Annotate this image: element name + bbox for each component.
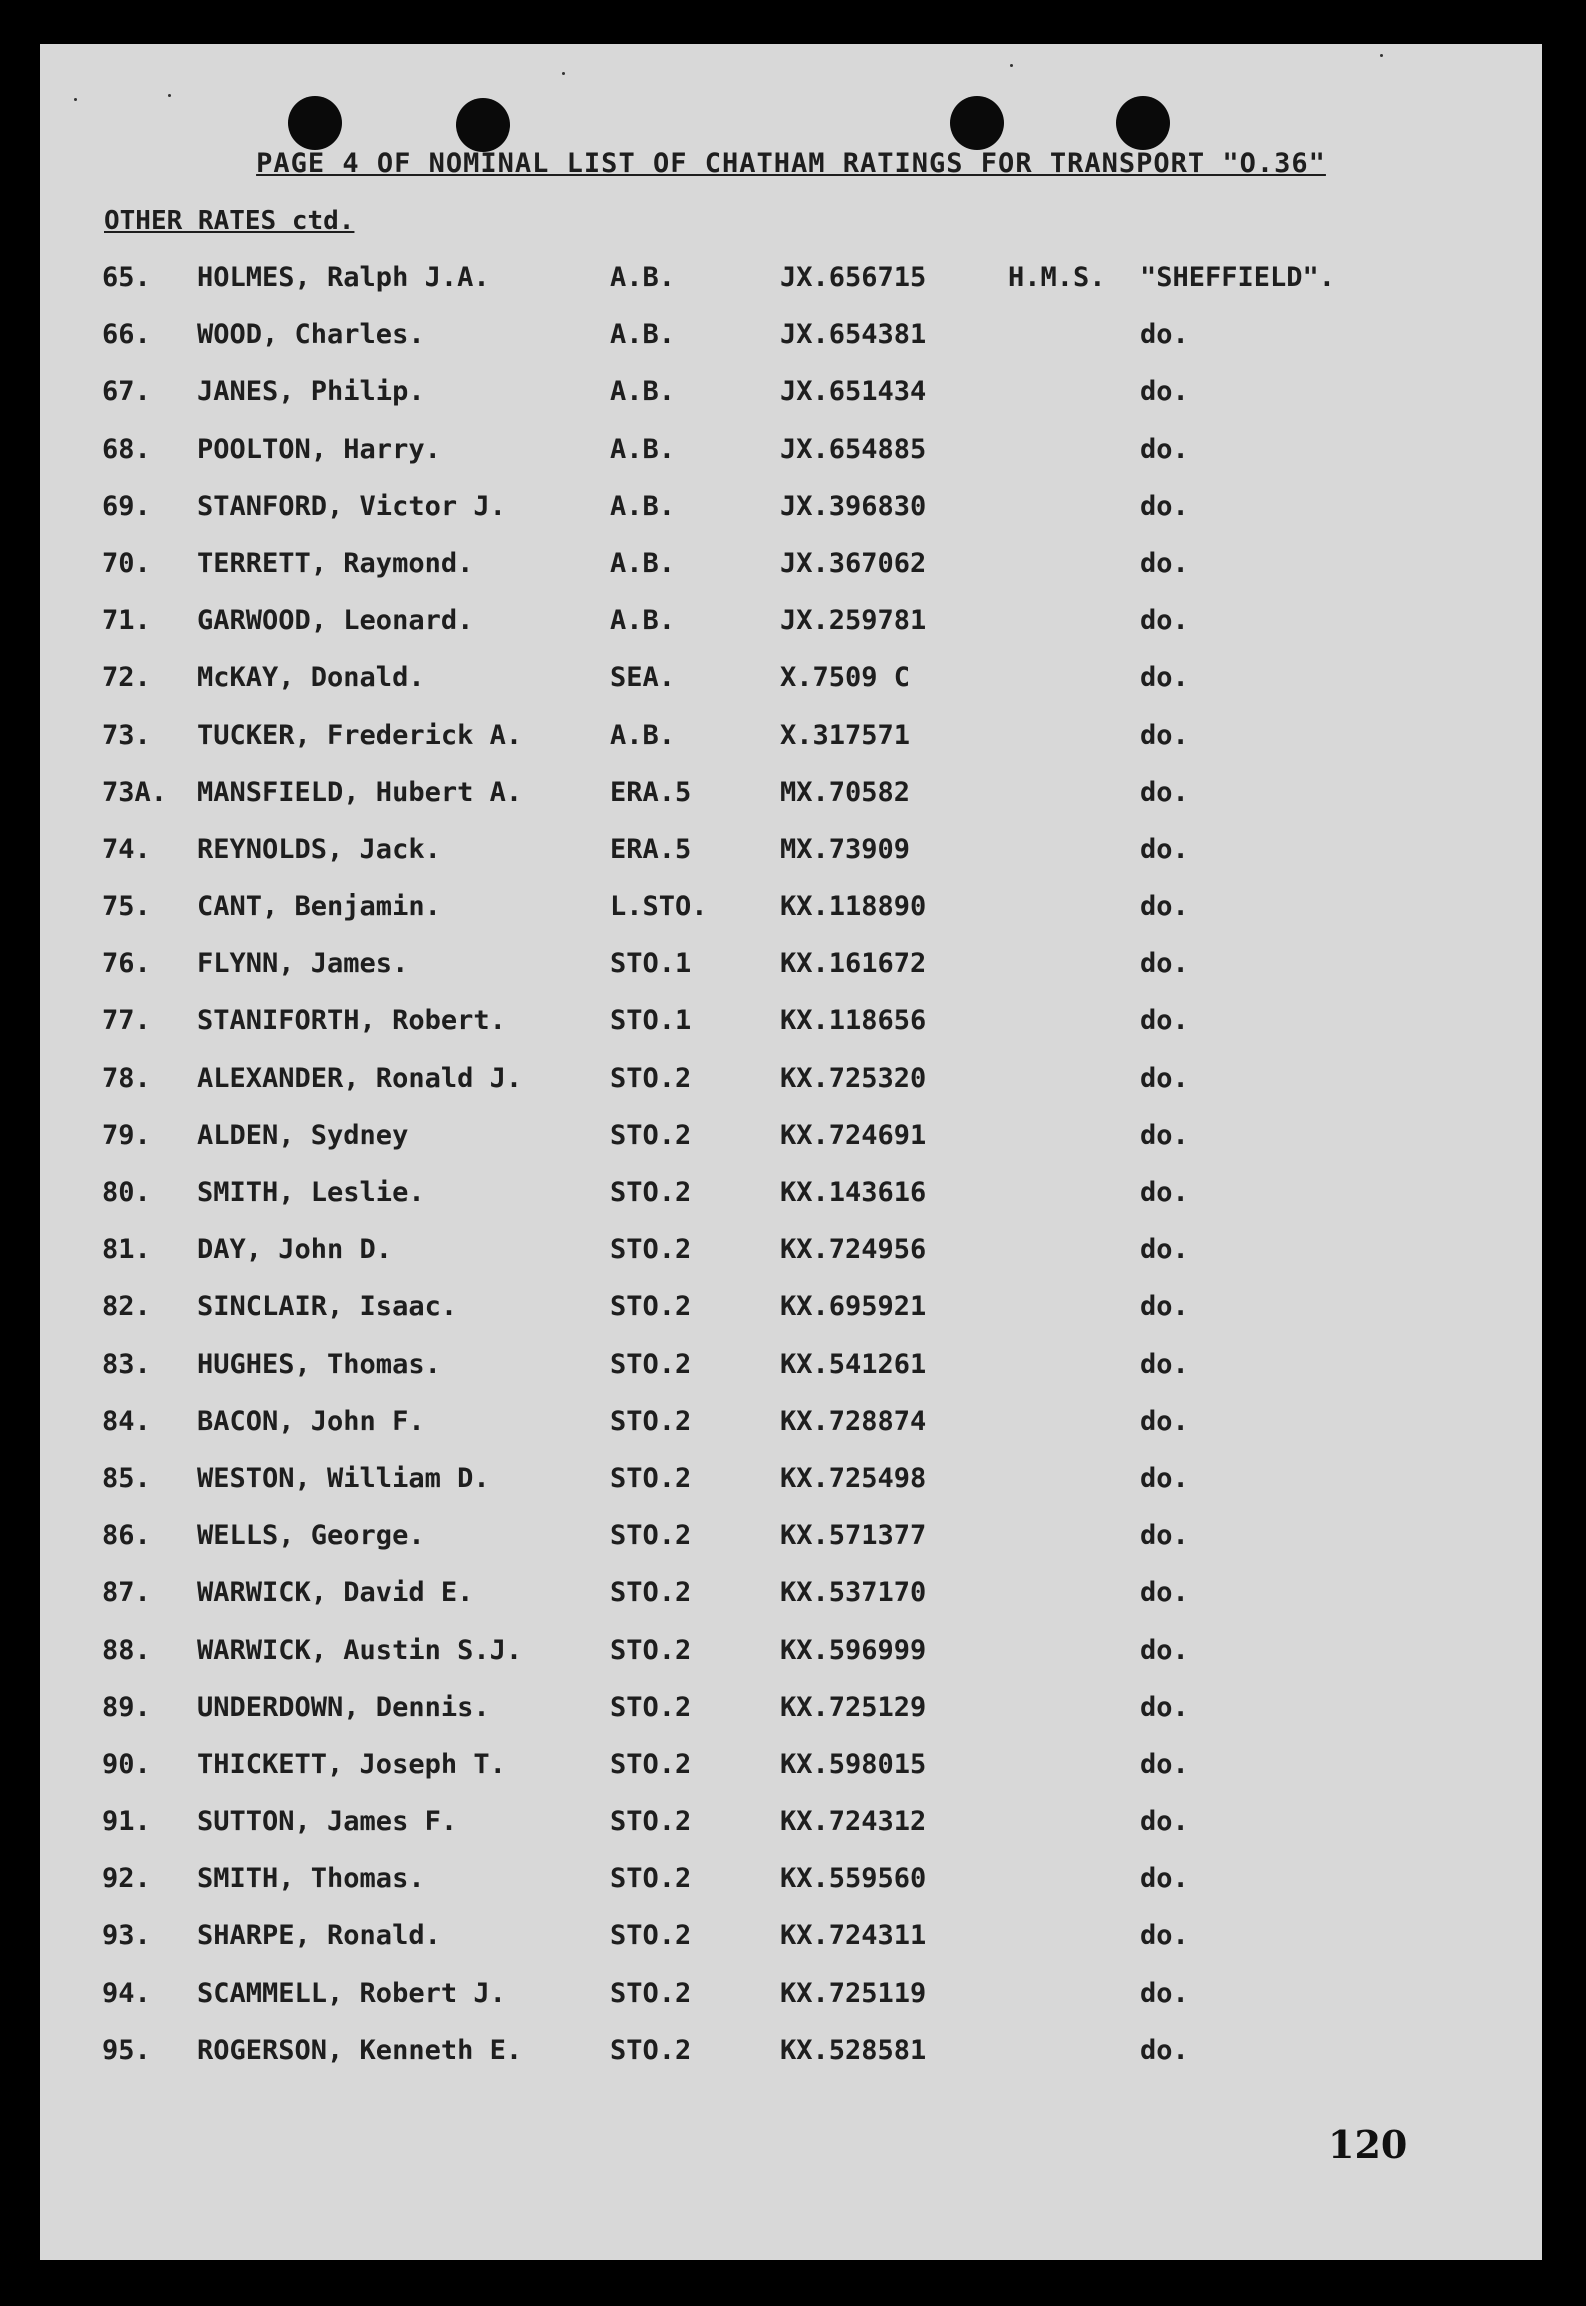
rating-name: SMITH, Thomas. — [197, 1863, 425, 1895]
rating-name: SCAMMELL, Robert J. — [197, 1977, 506, 2009]
destination: do. — [1140, 1577, 1189, 1609]
official-number: KX.724691 — [780, 1119, 927, 1151]
rating-rate: A.B. — [610, 719, 676, 751]
official-number: KX.528581 — [780, 2034, 927, 2066]
list-row — [40, 1005, 1542, 1062]
list-row — [40, 1177, 1542, 1234]
list-row — [40, 548, 1542, 605]
entry-number: 80. — [102, 1177, 151, 1208]
official-number: JX.396830 — [780, 490, 927, 522]
entry-number: 84. — [102, 1405, 151, 1437]
entry-number: 79. — [102, 1119, 151, 1151]
entry-number: 90. — [102, 1748, 151, 1780]
entry-number: 83. — [102, 1348, 151, 1380]
list-row — [40, 662, 1542, 719]
ratings-list — [40, 262, 1542, 2092]
list-row — [40, 434, 1542, 491]
rating-name: JANES, Philip. — [197, 376, 425, 408]
list-row — [40, 1920, 1542, 1977]
official-number: KX.695921 — [780, 1291, 927, 1323]
destination: do. — [1140, 891, 1189, 923]
rating-name: McKAY, Donald. — [197, 662, 425, 694]
list-row — [40, 491, 1542, 548]
rating-rate: STO.2 — [610, 1577, 692, 1609]
entry-number: 73. — [102, 719, 151, 751]
official-number: X.7509 C — [780, 662, 911, 694]
rating-name: WOOD, Charles. — [197, 319, 425, 351]
destination: "SHEFFIELD". — [1140, 262, 1336, 293]
destination: do. — [1140, 1177, 1189, 1208]
destination: do. — [1140, 1920, 1189, 1952]
entry-number: 92. — [102, 1863, 151, 1895]
official-number: MX.70582 — [780, 776, 911, 808]
entry-number: 81. — [102, 1234, 151, 1266]
official-number: JX.654381 — [780, 319, 927, 351]
ship-prefix: H.M.S. — [1008, 262, 1106, 293]
destination: do. — [1140, 1348, 1189, 1380]
rating-rate: STO.2 — [610, 1462, 692, 1494]
rating-rate: STO.1 — [610, 948, 692, 980]
entry-number: 95. — [102, 2034, 151, 2066]
list-row — [40, 1520, 1542, 1577]
rating-rate: ERA.5 — [610, 776, 692, 808]
rating-rate: A.B. — [610, 376, 676, 408]
rating-rate: SEA. — [610, 662, 676, 694]
rating-rate: STO.2 — [610, 1977, 692, 2009]
rating-name: THICKETT, Joseph T. — [197, 1748, 506, 1780]
official-number: KX.559560 — [780, 1863, 927, 1895]
entry-number: 67. — [102, 376, 151, 408]
rating-name: MANSFIELD, Hubert A. — [197, 776, 523, 808]
destination: do. — [1140, 605, 1189, 637]
entry-number: 69. — [102, 490, 151, 522]
entry-number: 73A. — [102, 776, 168, 808]
page-number: 120 — [1328, 2122, 1408, 2167]
entry-number: 94. — [102, 1977, 151, 2009]
destination: do. — [1140, 1634, 1189, 1666]
rating-rate: STO.2 — [610, 1177, 692, 1208]
rating-name: ALDEN, Sydney — [197, 1119, 409, 1151]
rating-rate: STO.2 — [610, 1291, 692, 1323]
entry-number: 72. — [102, 662, 151, 694]
destination: do. — [1140, 719, 1189, 751]
list-row — [40, 1063, 1542, 1120]
official-number: KX.118890 — [780, 891, 927, 923]
list-row — [40, 1749, 1542, 1806]
rating-rate: STO.2 — [610, 1634, 692, 1666]
rating-name: SHARPE, Ronald. — [197, 1920, 441, 1952]
rating-name: WARWICK, Austin S.J. — [197, 1634, 523, 1666]
rating-name: WESTON, William D. — [197, 1462, 490, 1494]
rating-name: REYNOLDS, Jack. — [197, 833, 441, 865]
list-row — [40, 891, 1542, 948]
rating-rate: A.B. — [610, 262, 676, 293]
list-row — [40, 1635, 1542, 1692]
rating-name: TERRETT, Raymond. — [197, 547, 474, 579]
destination: do. — [1140, 948, 1189, 980]
rating-name: ROGERSON, Kenneth E. — [197, 2034, 523, 2066]
rating-name: HUGHES, Thomas. — [197, 1348, 441, 1380]
speck — [1010, 64, 1013, 67]
entry-number: 87. — [102, 1577, 151, 1609]
entry-number: 75. — [102, 891, 151, 923]
rating-name: STANIFORTH, Robert. — [197, 1005, 506, 1037]
document-page — [40, 44, 1542, 2260]
entry-number: 93. — [102, 1920, 151, 1952]
entry-number: 65. — [102, 262, 151, 293]
punch-hole — [950, 96, 1004, 150]
official-number: KX.724312 — [780, 1806, 927, 1838]
official-number: MX.73909 — [780, 833, 911, 865]
entry-number: 76. — [102, 948, 151, 980]
rating-name: ALEXANDER, Ronald J. — [197, 1062, 523, 1094]
entry-number: 77. — [102, 1005, 151, 1037]
official-number: KX.725129 — [780, 1691, 927, 1723]
destination: do. — [1140, 1119, 1189, 1151]
speck — [1380, 54, 1383, 57]
official-number: KX.537170 — [780, 1577, 927, 1609]
destination: do. — [1140, 1748, 1189, 1780]
destination: do. — [1140, 1234, 1189, 1266]
rating-name: TUCKER, Frederick A. — [197, 719, 523, 751]
official-number: JX.367062 — [780, 547, 927, 579]
rating-rate: A.B. — [610, 605, 676, 637]
official-number: KX.596999 — [780, 1634, 927, 1666]
destination: do. — [1140, 1691, 1189, 1723]
destination: do. — [1140, 1462, 1189, 1494]
official-number: KX.118656 — [780, 1005, 927, 1037]
rating-name: WELLS, George. — [197, 1520, 425, 1552]
rating-name: SMITH, Leslie. — [197, 1177, 425, 1208]
destination: do. — [1140, 1977, 1189, 2009]
destination: do. — [1140, 319, 1189, 351]
rating-name: BACON, John F. — [197, 1405, 425, 1437]
official-number: KX.161672 — [780, 948, 927, 980]
list-row — [40, 720, 1542, 777]
list-row — [40, 1406, 1542, 1463]
destination: do. — [1140, 833, 1189, 865]
official-number: X.317571 — [780, 719, 911, 751]
entry-number: 91. — [102, 1806, 151, 1838]
list-row — [40, 376, 1542, 433]
rating-rate: STO.2 — [610, 1405, 692, 1437]
list-row — [40, 605, 1542, 662]
destination: do. — [1140, 1062, 1189, 1094]
destination: do. — [1140, 776, 1189, 808]
rating-rate: A.B. — [610, 490, 676, 522]
official-number: JX.654885 — [780, 433, 927, 465]
rating-name: STANFORD, Victor J. — [197, 490, 506, 522]
official-number: KX.725119 — [780, 1977, 927, 2009]
rating-rate: A.B. — [610, 547, 676, 579]
list-row — [40, 777, 1542, 834]
list-row — [40, 834, 1542, 891]
rating-rate: A.B. — [610, 319, 676, 351]
official-number: JX.651434 — [780, 376, 927, 408]
official-number: KX.724311 — [780, 1920, 927, 1952]
list-row — [40, 1349, 1542, 1406]
rating-name: UNDERDOWN, Dennis. — [197, 1691, 490, 1723]
rating-rate: STO.2 — [610, 1062, 692, 1094]
list-row — [40, 1234, 1542, 1291]
list-row — [40, 319, 1542, 376]
destination: do. — [1140, 490, 1189, 522]
document-title: PAGE 4 OF NOMINAL LIST OF CHATHAM RATINGS FOR TRANSPORT "O.36" — [256, 148, 1326, 179]
list-row — [40, 1577, 1542, 1634]
rating-rate: STO.1 — [610, 1005, 692, 1037]
rating-rate: STO.2 — [610, 1348, 692, 1380]
speck — [562, 72, 565, 75]
rating-rate: STO.2 — [610, 1748, 692, 1780]
official-number: JX.259781 — [780, 605, 927, 637]
rating-name: SINCLAIR, Isaac. — [197, 1291, 458, 1323]
entry-number: 89. — [102, 1691, 151, 1723]
list-row — [40, 1692, 1542, 1749]
list-row — [40, 2035, 1542, 2092]
official-number: KX.143616 — [780, 1177, 927, 1208]
destination: do. — [1140, 2034, 1189, 2066]
destination: do. — [1140, 1005, 1189, 1037]
rating-name: FLYNN, James. — [197, 948, 409, 980]
entry-number: 82. — [102, 1291, 151, 1323]
punch-hole — [1116, 96, 1170, 150]
list-row — [40, 1120, 1542, 1177]
official-number: KX.728874 — [780, 1405, 927, 1437]
official-number: KX.724956 — [780, 1234, 927, 1266]
rating-name: CANT, Benjamin. — [197, 891, 441, 923]
official-number: KX.725498 — [780, 1462, 927, 1494]
list-row — [40, 948, 1542, 1005]
destination: do. — [1140, 1863, 1189, 1895]
destination: do. — [1140, 376, 1189, 408]
entry-number: 85. — [102, 1462, 151, 1494]
list-row — [40, 1978, 1542, 2035]
rating-name: HOLMES, Ralph J.A. — [197, 262, 490, 293]
rating-name: POOLTON, Harry. — [197, 433, 441, 465]
destination: do. — [1140, 1806, 1189, 1838]
entry-number: 86. — [102, 1520, 151, 1552]
speck — [74, 98, 77, 101]
destination: do. — [1140, 1405, 1189, 1437]
rating-rate: STO.2 — [610, 1806, 692, 1838]
list-row — [40, 1806, 1542, 1863]
punch-hole — [288, 96, 342, 150]
rating-rate: STO.2 — [610, 1863, 692, 1895]
destination: do. — [1140, 433, 1189, 465]
official-number: JX.656715 — [780, 262, 927, 293]
entry-number: 88. — [102, 1634, 151, 1666]
rating-name: WARWICK, David E. — [197, 1577, 474, 1609]
official-number: KX.725320 — [780, 1062, 927, 1094]
official-number: KX.571377 — [780, 1520, 927, 1552]
list-row — [40, 262, 1542, 319]
entry-number: 70. — [102, 547, 151, 579]
rating-rate: ERA.5 — [610, 833, 692, 865]
rating-name: GARWOOD, Leonard. — [197, 605, 474, 637]
destination: do. — [1140, 547, 1189, 579]
entry-number: 74. — [102, 833, 151, 865]
entry-number: 66. — [102, 319, 151, 351]
rating-name: SUTTON, James F. — [197, 1806, 458, 1838]
entry-number: 78. — [102, 1062, 151, 1094]
speck — [168, 94, 171, 97]
destination: do. — [1140, 662, 1189, 694]
rating-rate: STO.2 — [610, 1920, 692, 1952]
destination: do. — [1140, 1520, 1189, 1552]
rating-rate: A.B. — [610, 433, 676, 465]
list-row — [40, 1291, 1542, 1348]
punch-hole — [456, 98, 510, 152]
official-number: KX.541261 — [780, 1348, 927, 1380]
official-number: KX.598015 — [780, 1748, 927, 1780]
rating-rate: L.STO. — [610, 891, 708, 923]
rating-rate: STO.2 — [610, 2034, 692, 2066]
entry-number: 68. — [102, 433, 151, 465]
rating-name: DAY, John D. — [197, 1234, 393, 1266]
rating-rate: STO.2 — [610, 1234, 692, 1266]
list-row — [40, 1863, 1542, 1920]
entry-number: 71. — [102, 605, 151, 637]
rating-rate: STO.2 — [610, 1520, 692, 1552]
rating-rate: STO.2 — [610, 1119, 692, 1151]
section-heading: OTHER RATES ctd. — [104, 206, 355, 236]
rating-rate: STO.2 — [610, 1691, 692, 1723]
destination: do. — [1140, 1291, 1189, 1323]
list-row — [40, 1463, 1542, 1520]
